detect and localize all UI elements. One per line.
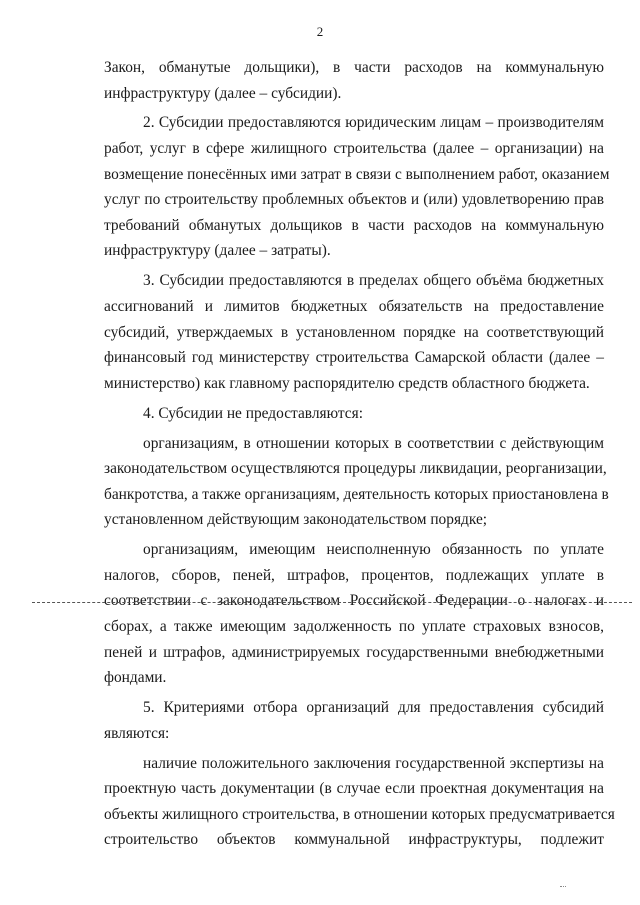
paragraph-5-item-1 — [104, 751, 615, 853]
text-line: банкротства, а также организациям, деятельность которых приостановлена в — [104, 485, 609, 503]
text-line: установленном действующим законодательством порядке; — [104, 511, 488, 529]
text-line: работ, услуг в сфере жилищного строительства (далее – организации) на — [104, 140, 604, 158]
text-line: 4. Субсидии не предоставляются: — [143, 404, 363, 422]
text-line: сборах, а также имеющим задолженность по уплате страховых взносов, — [104, 617, 604, 635]
text-line: 3. Субсидии предоставляются в пределах общего объёма бюджетных — [143, 272, 604, 290]
text-line: возмещение понесённых ими затрат в связи с выполнением работ, оказанием — [104, 165, 610, 183]
paragraph-4-item-2 — [104, 537, 604, 691]
text-line: организациям, в отношении которых в соответствии с действующим — [143, 434, 604, 452]
text-line: финансовый год министерству строительства Самарской области (далее – — [104, 349, 604, 367]
text-line: инфраструктуру (далее – затраты). — [104, 242, 331, 260]
text-line: пеней и штрафов, администрируемых государственными внебюджетными — [104, 643, 604, 661]
text-line: 2. Субсидии предоставляются юридическим лицам – производителям — [143, 114, 604, 132]
paragraph-continuation — [104, 55, 604, 106]
text-line: являются: — [104, 724, 170, 742]
text-line: соответствии с законодательством Российской Федерации о налогах и — [104, 588, 604, 614]
text-line: ассигнований и лимитов бюджетных обязательств на предоставление — [104, 297, 604, 315]
text-line: объекты жилищного строительства, в отношении которых предусматривается — [104, 805, 615, 823]
paragraph-5 — [104, 695, 604, 746]
paragraph-2 — [104, 110, 610, 264]
text-line: законодательством осуществляются процедуры ликвидации, реорганизации, — [104, 460, 607, 478]
text-line: организациям, имеющим неисполненную обязанность по уплате — [143, 541, 604, 559]
paragraph-3 — [104, 268, 604, 396]
scan-artifact — [560, 886, 566, 889]
text-line: субсидий, утверждаемых в установленном порядке на соответствующий — [104, 323, 604, 341]
text-line: фондами. — [104, 669, 167, 687]
text-line: строительство объектов коммунальной инфраструктуры, подлежит — [104, 831, 604, 849]
text-line: наличие положительного заключения государственной экспертизы на — [143, 754, 604, 772]
text-line: проектную часть документации (в случае если проектная документация на — [104, 780, 604, 798]
text-line: Закон, обманутые дольщики), в части расходов на коммунальную — [104, 59, 604, 76]
text-line: налогов, сборов, пеней, штрафов, процентов, подлежащих уплате в — [104, 566, 604, 584]
text-line: министерство) как главному распорядителю средств областного бюджета. — [104, 374, 590, 392]
paragraph-4-item-1 — [104, 431, 609, 533]
page-number: 2 — [316, 24, 324, 39]
text-line: услуг по строительству проблемных объектов и (или) удовлетворению прав — [104, 191, 604, 209]
text-line: требований обманутых дольщиков в части расходов на коммунальную — [104, 216, 604, 234]
text-line: 5. Критериями отбора организаций для предоставления субсидий — [143, 699, 604, 717]
paragraph-4 — [104, 401, 604, 427]
document-body — [104, 55, 615, 857]
text-line: инфраструктуру (далее – субсидии). — [104, 84, 342, 102]
